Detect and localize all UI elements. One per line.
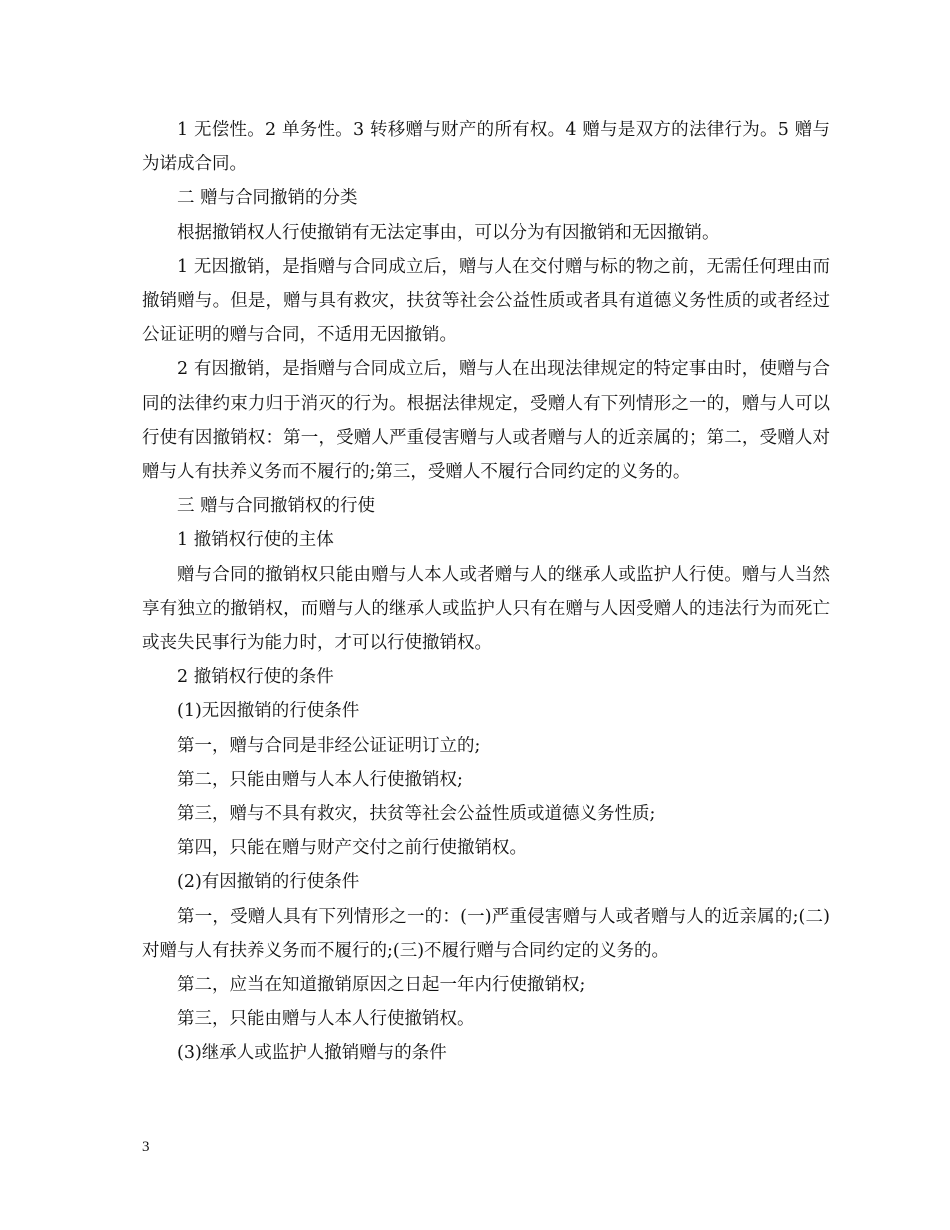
paragraph-characteristics: 1 无偿性。2 单务性。3 转移赠与财产的所有权。4 赠与是双方的法律行为。5 赠与为诺成合同。 xyxy=(142,120,830,175)
condition-item: 第三，只能由赠与人本人行使撤销权。 xyxy=(177,1009,475,1030)
subheading-heir-guardian-conditions: (3)继承人或监护人撤销赠与的条件 xyxy=(177,1043,447,1064)
condition-item: 第二，应当在知道撤销原因之日起一年内行使撤销权; xyxy=(177,975,586,996)
page-number: 3 xyxy=(142,1139,150,1155)
paragraph-classification-intro: 根据撤销权人行使撤销有无法定事由，可以分为有因撤销和无因撤销。 xyxy=(177,222,720,243)
heading-revocation-classification: 二 赠与合同撤销的分类 xyxy=(177,188,358,209)
condition-item: 第四，只能在赠与财产交付之前行使撤销权。 xyxy=(177,838,527,859)
subheading-causal-conditions: (2)有因撤销的行使条件 xyxy=(177,872,360,893)
heading-revocation-exercise: 三 赠与合同撤销权的行使 xyxy=(177,496,376,517)
paragraph-causeless-revocation: 1 无因撤销，是指赠与合同成立后，赠与人在交付赠与标的物之前，无需任何理由而撤销赠与。但是，赠与具有救灾，扶贫等社会公益性质或者具有道德义务性质的或者经过公证证明的赠与合同，不适用无因撤销。 xyxy=(142,256,830,346)
condition-item: 第三，赠与不具有救灾，扶贫等社会公益性质或道德义务性质; xyxy=(177,804,656,825)
paragraph-causal-revocation: 2 有因撤销，是指赠与合同成立后，赠与人在出现法律规定的特定事由时，使赠与合同的法律约束力归于消灭的行为。根据法律规定，受赠人有下列情形之一的，赠与人可以行使有因撤销权：第一，受赠人严重侵害赠与人或者赠与人的近亲属的；第二，受赠人对赠与人有扶养义务而不履行的;第三，受赠人不履行合同约定的义务的。 xyxy=(142,359,830,483)
subheading-revocation-subject: 1 撤销权行使的主体 xyxy=(177,530,334,551)
subheading-revocation-conditions: 2 撤销权行使的条件 xyxy=(177,667,334,688)
condition-item: 第二，只能由赠与人本人行使撤销权; xyxy=(177,769,463,790)
condition-item: 第一，受赠人具有下列情形之一的：(一)严重侵害赠与人或者赠与人的近亲属的;(二)对赠与人有扶养义务而不履行的;(三)不履行赠与合同约定的义务的。 xyxy=(142,906,830,961)
subheading-causeless-conditions: (1)无因撤销的行使条件 xyxy=(177,701,360,722)
condition-item: 第一，赠与合同是非经公证证明订立的; xyxy=(177,735,481,756)
document-body xyxy=(142,113,830,1071)
paragraph-revocation-subject: 赠与合同的撤销权只能由赠与人本人或者赠与人的继承人或监护人行使。赠与人当然享有独立的撤销权，而赠与人的继承人或监护人只有在赠与人因受赠人的违法行为而死亡或丧失民事行为能力时，才可以行使撤销权。 xyxy=(142,564,830,654)
